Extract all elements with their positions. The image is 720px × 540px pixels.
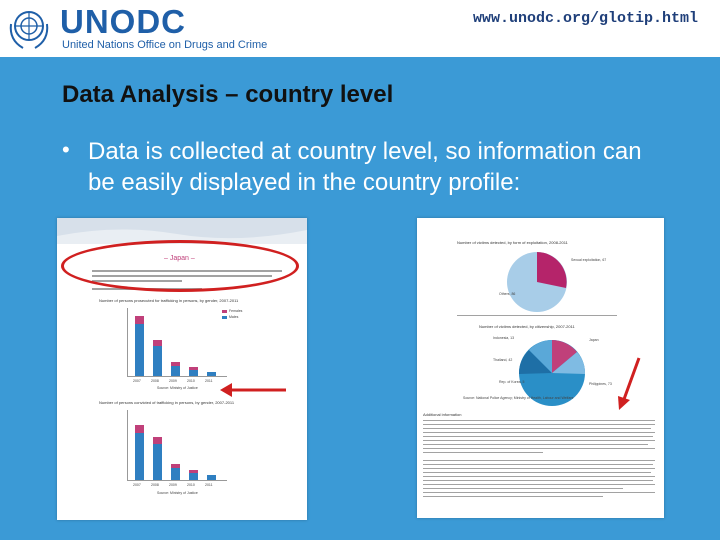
- chart2-bar: [135, 433, 144, 480]
- left-pointing-arrow-icon: [218, 380, 288, 400]
- chart2-bar: [135, 425, 144, 433]
- legend-swatch-males: [222, 316, 227, 319]
- text-line: [423, 492, 655, 493]
- year-label: 2008: [151, 379, 159, 383]
- chart1-bar: [207, 372, 216, 376]
- text-line: [423, 476, 655, 477]
- year-label: 2010: [187, 379, 195, 383]
- text-line: [423, 464, 653, 465]
- chart1-title: Number of persons prosecuted for trafficking in persons, by gender, 2007-2011: [99, 298, 239, 303]
- year-label: 2008: [151, 483, 159, 487]
- un-emblem-icon: [5, 4, 53, 52]
- logo-text: UNODC: [60, 3, 186, 40]
- bullet-point-icon: •: [62, 137, 70, 162]
- chart1-bar: [153, 346, 162, 376]
- chart2-bar: [189, 473, 198, 480]
- chart2-source: Source: Ministry of Justice: [157, 491, 198, 495]
- chart2-x-axis: [127, 480, 227, 481]
- text-line: [423, 432, 655, 433]
- text-line: [423, 480, 653, 481]
- chart1-x-axis: [127, 376, 227, 377]
- year-label: 2011: [205, 483, 213, 487]
- legend-females: Females: [229, 309, 243, 313]
- text-line: [423, 452, 543, 453]
- pie2-label-japan: Japan: [589, 338, 599, 342]
- slide-title: Data Analysis – country level: [62, 81, 394, 108]
- down-pointing-arrow-icon: [615, 356, 645, 412]
- bullet-text: Data is collected at country level, so information can be easily displayed in the country profile:: [88, 138, 642, 196]
- chart2-bar: [153, 437, 162, 444]
- pie2-label-korea: Rep. of Korea, 5: [499, 380, 525, 384]
- header-bar: [0, 0, 720, 57]
- pie2-title: Number of victims detected, by citizenship, 2007-2011: [479, 324, 575, 329]
- chart1-bar: [189, 370, 198, 376]
- chart1-source: Source: Ministry of Justice: [157, 386, 198, 390]
- logo-subtitle: United Nations Office on Drugs and Crime: [62, 39, 268, 51]
- chart1-bar: [153, 340, 162, 346]
- chart2-y-axis: [127, 410, 128, 480]
- text-line: [423, 444, 648, 445]
- legend-males: Males: [229, 315, 239, 319]
- section-title: Additional information: [423, 412, 462, 417]
- chart2-title: Number of persons convicted of trafficking in persons, by gender, 2007-2011: [99, 400, 235, 405]
- country-heading: – Japan –: [164, 255, 195, 262]
- chart2-bar: [171, 468, 180, 480]
- chart1-bar: [135, 316, 144, 324]
- text-line: [423, 448, 655, 449]
- year-label: 2007: [133, 483, 141, 487]
- text-line: [423, 488, 623, 489]
- text-line: [423, 440, 655, 441]
- text-line: [423, 424, 655, 425]
- pie2-label-thailand: Thailand, 42: [493, 358, 513, 362]
- chart1-bar: [171, 366, 180, 376]
- year-label: 2009: [169, 379, 177, 383]
- text-line: [423, 428, 651, 429]
- chart2-bar: [207, 475, 216, 480]
- pie2-label-indonesia: Indonesia, 13: [493, 336, 515, 340]
- highlight-ellipse: [61, 240, 299, 292]
- chart2-bar: [153, 444, 162, 480]
- year-label: 2007: [133, 379, 141, 383]
- text-line: [423, 460, 655, 461]
- pie1-label-sexual: Sexual exploitation, 67: [571, 258, 607, 262]
- chart2-bar: [171, 464, 180, 468]
- text-line: [423, 468, 655, 469]
- chart2-bar: [189, 470, 198, 473]
- year-label: 2010: [187, 483, 195, 487]
- text-line: [423, 436, 653, 437]
- chart1-bar: [171, 362, 180, 366]
- chart1-bar: [189, 367, 198, 370]
- chart1-bar: [135, 324, 144, 376]
- pie2-source: Source: National Police Agency; Ministry of Health, Labour and Welfare: [463, 396, 574, 400]
- pie2-label-philippines: Philippines, 73: [589, 382, 612, 386]
- chart1-y-axis: [127, 308, 128, 376]
- pie1-chart: [505, 250, 569, 314]
- year-label: 2009: [169, 483, 177, 487]
- website-url[interactable]: www.unodc.org/glotip.html: [472, 10, 698, 27]
- text-line: [423, 484, 655, 485]
- text-line: [457, 315, 617, 316]
- text-line: [423, 472, 651, 473]
- pie1-label-others: Others, 86: [499, 292, 516, 296]
- legend-swatch-females: [222, 310, 227, 313]
- text-line: [423, 420, 655, 421]
- year-label: 2011: [205, 379, 213, 383]
- text-line: [423, 496, 603, 497]
- pie1-title: Number of victims detected, by form of exploitation, 2008-2011: [457, 240, 568, 245]
